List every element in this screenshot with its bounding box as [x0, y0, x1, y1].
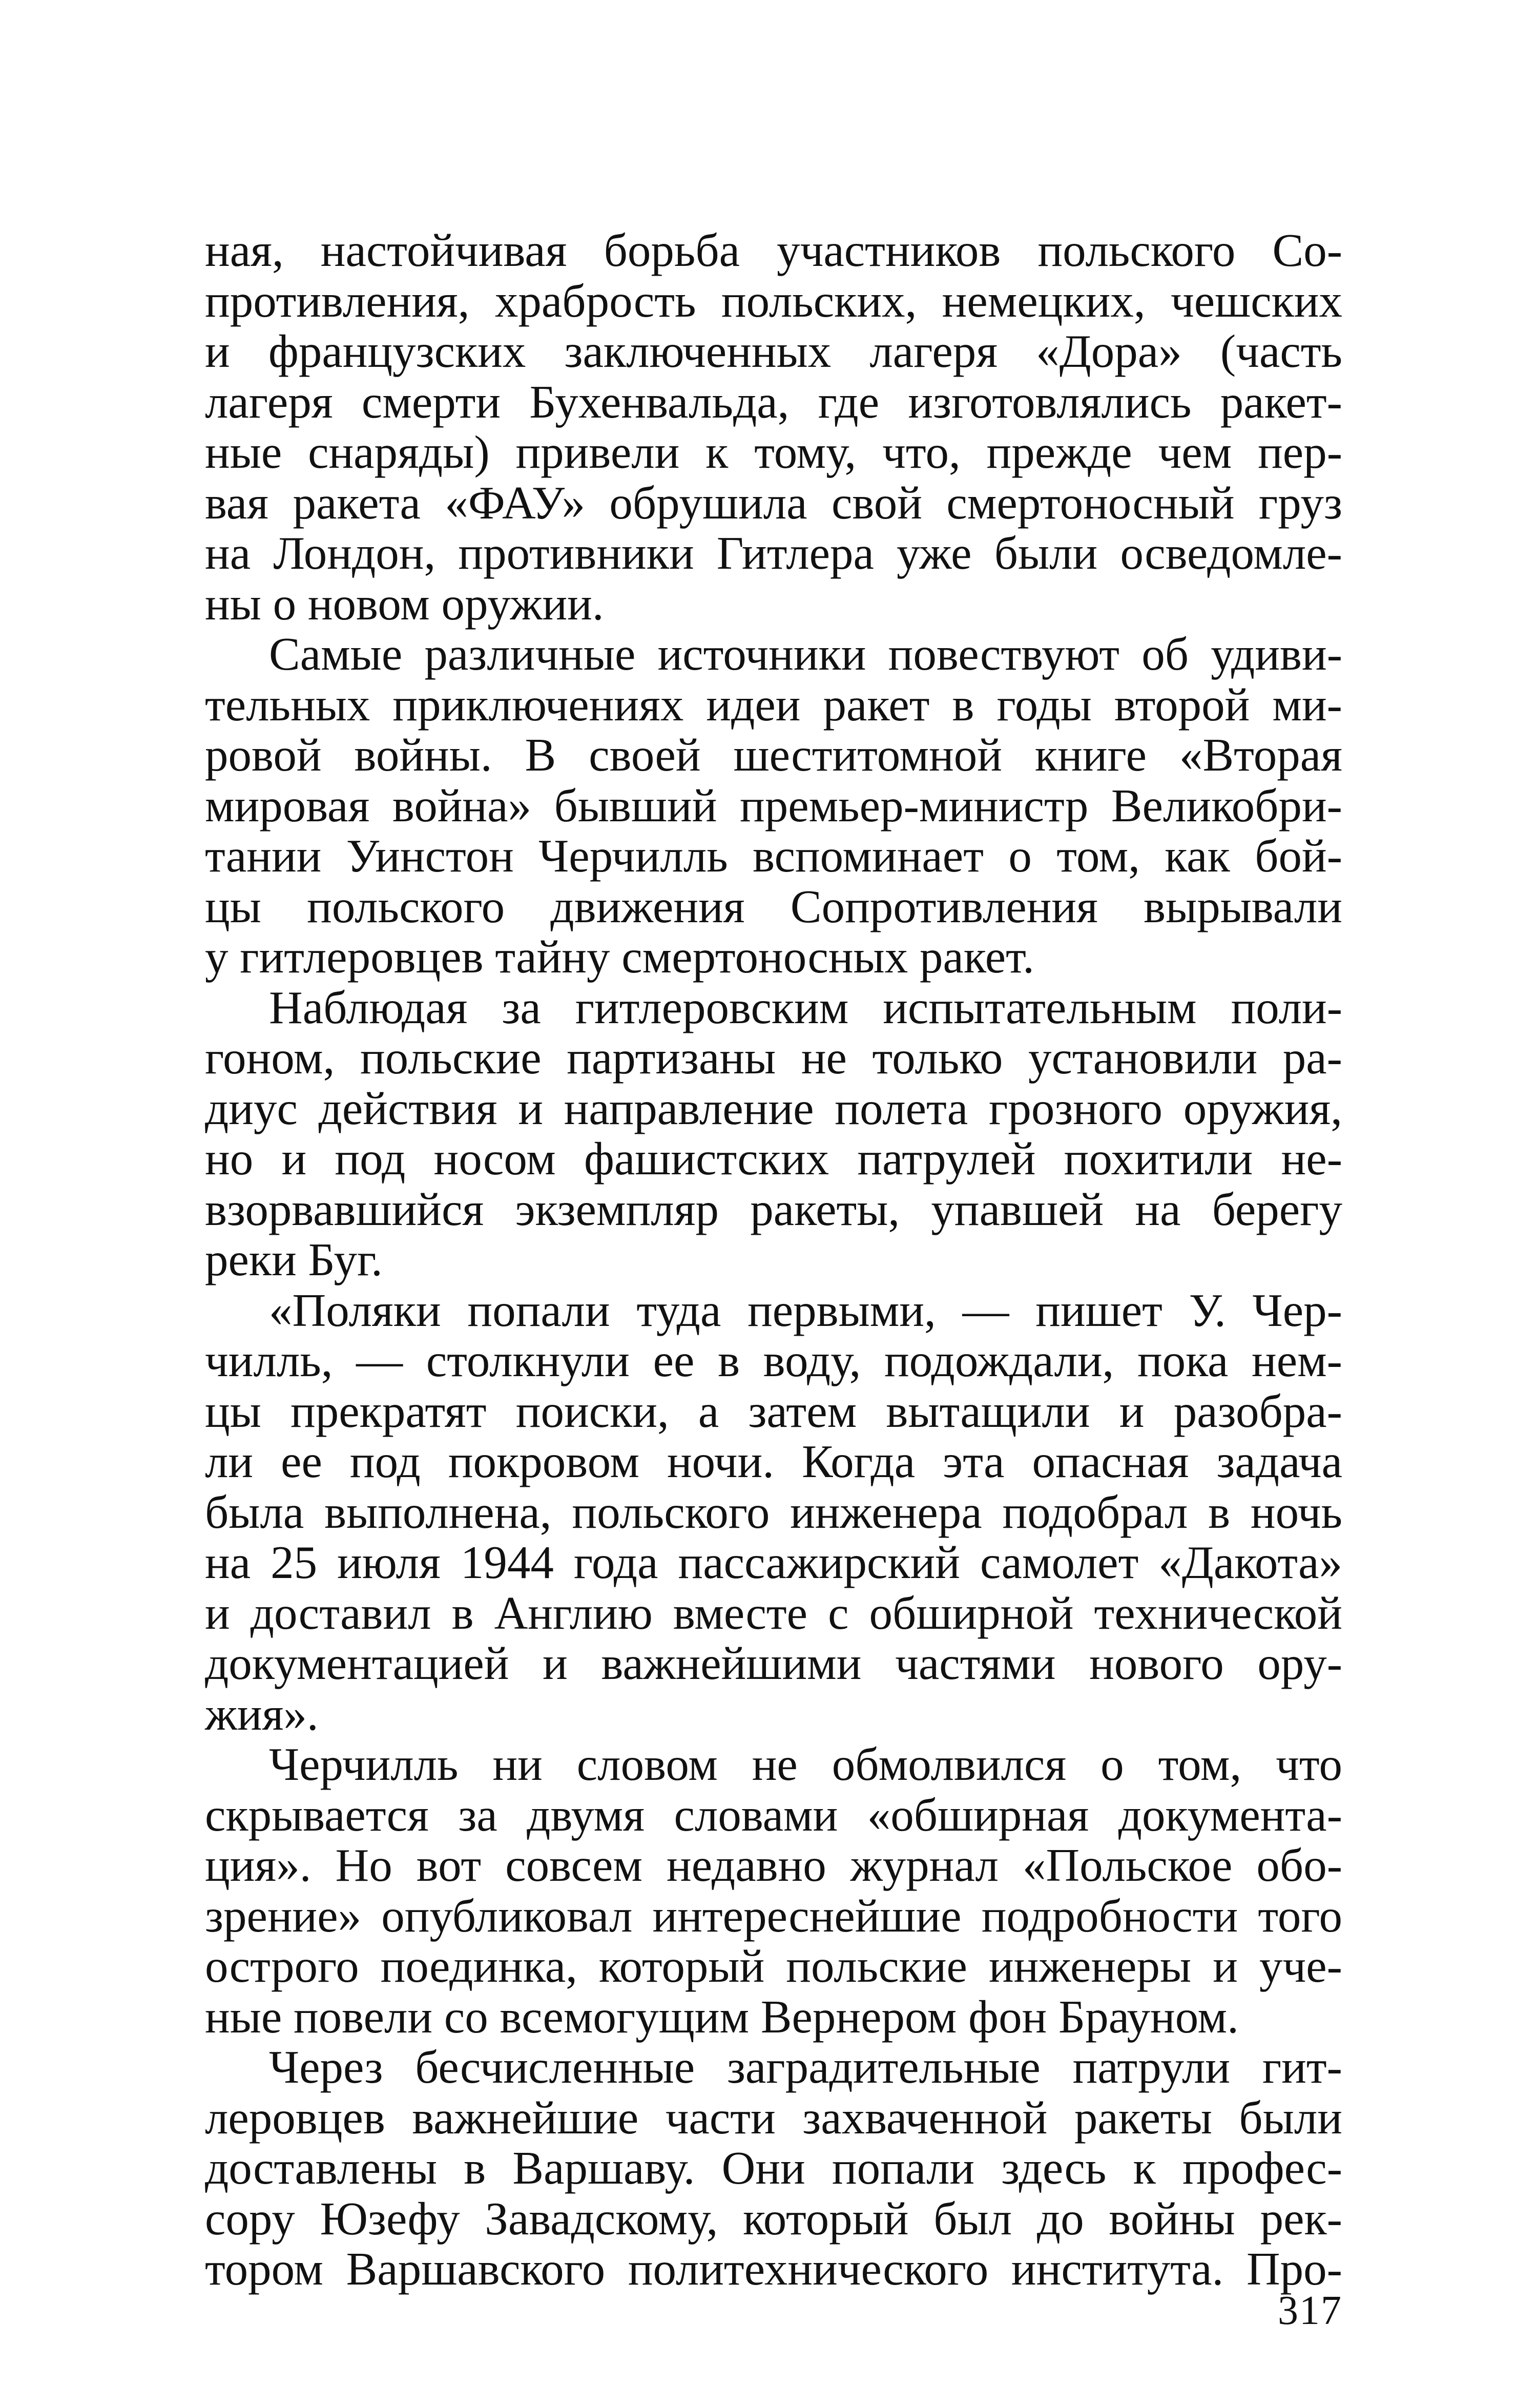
text-line: лагеря смерти Бухенвальда, где изготовлялись ракет- — [205, 376, 1342, 428]
body-text — [205, 225, 1342, 2295]
text-line: ные снаряды) привели к тому, что, прежде чем пер- — [205, 426, 1342, 478]
text-line: вая ракета «ФАУ» обрушила свой смертоносный груз — [205, 476, 1342, 529]
paragraph-1 — [205, 225, 1342, 629]
text-line: противления, храбрость польских, немецких, чешских — [205, 275, 1342, 327]
paragraph-3 — [205, 983, 1342, 1285]
text-line: зрение» опубликовал интереснейшие подробности того — [205, 1890, 1342, 1942]
text-line: доставлены в Варшаву. Они попали здесь к профес- — [205, 2142, 1342, 2194]
text-line: и доставил в Англию вместе с обширной технической — [205, 1587, 1342, 1639]
text-line: леровцев важнейшие части захваченной ракеты были — [205, 2091, 1342, 2144]
text-line: на 25 июля 1944 года пассажирский самолет «Дакота» — [205, 1537, 1342, 1588]
text-line: но и под носом фашистских патрулей похитили не- — [205, 1133, 1342, 1185]
book-page — [205, 224, 1342, 2333]
text-line: тельных приключениях идеи ракет в годы второй ми- — [205, 678, 1342, 731]
text-line: ровой войны. В своей шеститомной книге «Вторая — [205, 729, 1342, 781]
paragraph-5 — [205, 1739, 1342, 2042]
text-line: Наблюдая за гитлеровским испытательным поли- — [269, 981, 1342, 1033]
text-line: «Поляки попали туда первыми, — пишет У. Чер- — [269, 1284, 1342, 1336]
text-line: Самые различные источники повествуют об удиви- — [269, 628, 1342, 680]
text-line: ли ее под покровом ночи. Когда эта опасная задача — [205, 1436, 1342, 1487]
text-line: цы польского движения Сопротивления вырывали — [205, 880, 1342, 932]
text-line: тором Варшавского политехнического института. Про- — [205, 2243, 1342, 2295]
paragraph-4 — [205, 1285, 1342, 1740]
text-line: гоном, польские партизаны не только установили ра- — [205, 1032, 1342, 1084]
text-line: и французских заключенных лагеря «Дора» (часть — [205, 325, 1342, 377]
text-line: мировая война» бывший премьер-министр Великобри- — [205, 779, 1342, 832]
text-line: взорвавшийся экземпляр ракеты, упавшей на берегу — [205, 1183, 1342, 1235]
text-line: ные повели со всемогущим Вернером фон Брауном. — [205, 1990, 1239, 2043]
paragraph-6 — [205, 2042, 1342, 2295]
text-line: скрывается за двумя словами «обширная документа- — [205, 1789, 1342, 1841]
paragraph-2 — [205, 629, 1342, 983]
page-number: 317 — [1278, 2288, 1342, 2333]
text-line: тании Уинстон Черчилль вспоминает о том, как бой- — [205, 830, 1342, 882]
text-line: ная, настойчивая борьба участников польского Со- — [205, 224, 1342, 276]
text-line: реки Буг. — [205, 1234, 383, 1285]
text-line: у гитлеровцев тайну смертоносных ракет. — [205, 931, 1034, 983]
text-line: чилль, — столкнули ее в воду, подождали, пока нем- — [205, 1335, 1342, 1386]
text-line: цы прекратят поиски, а затем вытащили и разобра- — [205, 1385, 1342, 1437]
text-line: острого поединка, который польские инженеры и уче- — [205, 1940, 1342, 1992]
text-line: была выполнена, польского инженера подобрал в ночь — [205, 1486, 1342, 1538]
text-line: ция». Но вот совсем недавно журнал «Польское обо- — [205, 1839, 1342, 1891]
text-line: документацией и важнейшими частями нового ору- — [205, 1637, 1342, 1689]
text-line: ны о новом оружии. — [205, 577, 604, 630]
text-line: жия». — [205, 1688, 319, 1740]
text-line: сору Юзефу Завадскому, который был до войны рек- — [205, 2192, 1342, 2245]
text-line: Черчилль ни словом не обмолвился о том, что — [269, 1738, 1342, 1790]
text-line: диус действия и направление полета грозного оружия, — [205, 1082, 1342, 1134]
text-line: Через бесчисленные заградительные патрули гит- — [269, 2041, 1342, 2093]
text-line: на Лондон, противники Гитлера уже были осведомле- — [205, 527, 1342, 579]
